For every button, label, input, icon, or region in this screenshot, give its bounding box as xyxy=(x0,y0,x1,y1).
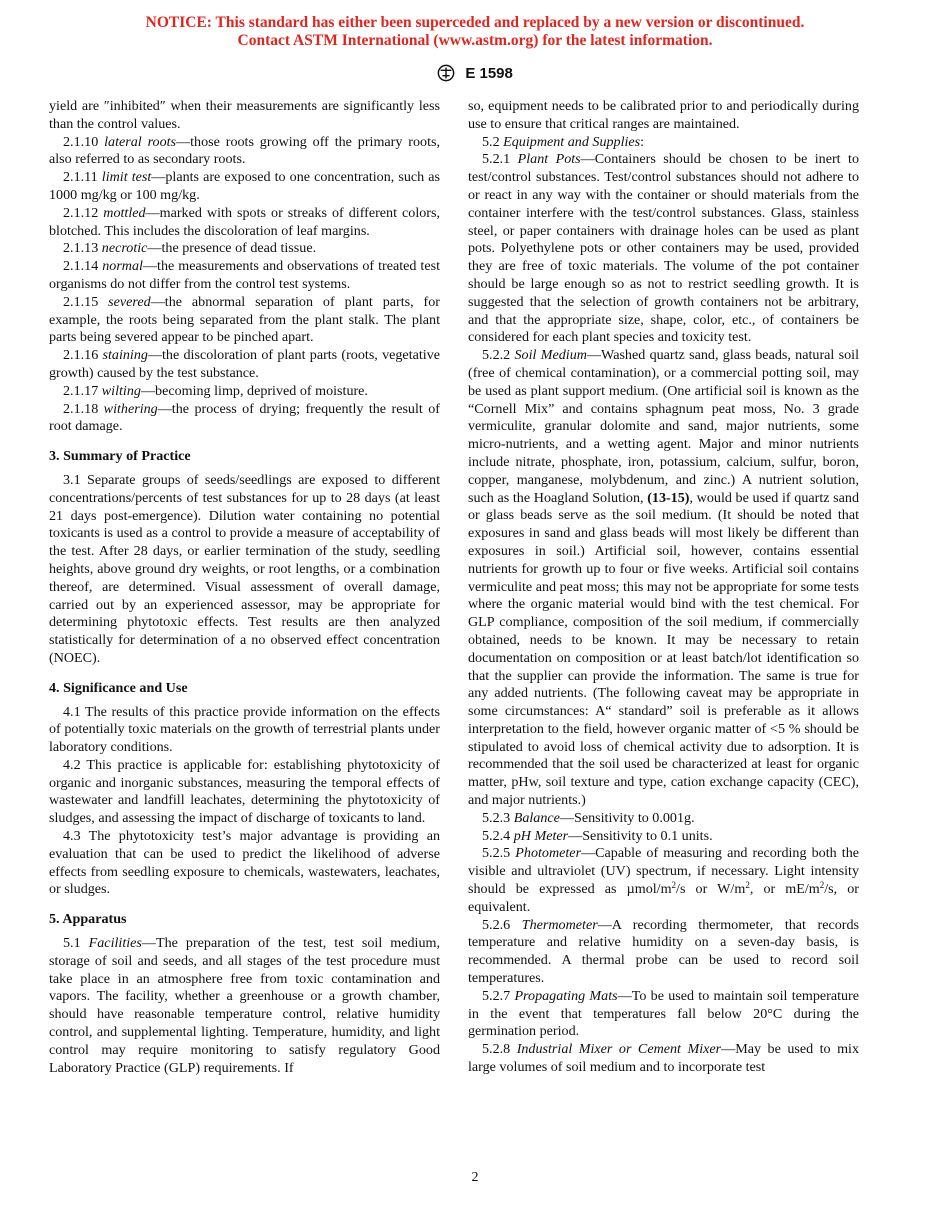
definition-2-1-12: 2.1.12 mottled—marked with spots or streaks of different colors, blotched. This includes the discoloration of leaf margins. xyxy=(49,204,440,239)
paragraph-4-2: 4.2 This practice is applicable for: establishing phytotoxicity of organic and inorganic substances, measuring the temporal effects of wastewater and landfill leachates, determining the phytotoxicity of sludges, and assessing the impact of discharge of toxicants to land. xyxy=(49,756,440,827)
paragraph-5-2-4: 5.2.4 pH Meter—Sensitivity to 0.1 units. xyxy=(482,827,713,844)
astm-logo-icon xyxy=(437,64,455,82)
definition-2-1-14: 2.1.14 normal—the measurements and observations of treated test organisms do not differ from the control test systems. xyxy=(49,258,440,292)
paragraph-5-2-3: 5.2.3 Balance—Sensitivity to 0.001g. xyxy=(482,809,695,826)
section-heading: 5. Apparatus xyxy=(49,911,127,928)
designation-number: E 1598 xyxy=(465,65,513,82)
notice-line-2: Contact ASTM International (www.astm.org) for the latest information. xyxy=(237,32,713,49)
definition-2-1-15: 2.1.15 severed—the abnormal separation of plant parts, for example, the roots being separated from the plant stalk. The plant parts being severed appear to be pinched apart. xyxy=(49,293,440,346)
reference-citation: (13-15) xyxy=(647,489,690,506)
paragraph-5-2-5: 5.2.5 Photometer—Capable of measuring and recording both the visible and ultraviolet (UV) spectrum, if necessary. Light intensity should be expressed as µmol/$m^2/s$ or $W/m^2$, or $mE/m^2/s$, or equivalent. xyxy=(468,845,860,915)
left-column xyxy=(49,98,440,1077)
paragraph-4-3: 4.3 The phytotoxicity test’s major advantage is providing an evaluation that can be used to predict the likelihood of adverse effects from seedling exposure to chemicals, wastewaters, leachates, or sludges. xyxy=(49,828,440,898)
notice-line-1: NOTICE: This standard has either been superceded and replaced by a new version or discontinued. xyxy=(145,14,805,31)
section-heading: 4. Significance and Use xyxy=(49,679,188,696)
paragraph: so, equipment needs to be calibrated prior to and periodically during use to ensure that critical ranges are maintained. xyxy=(468,98,859,132)
section-heading: 3. Summary of Practice xyxy=(49,448,191,465)
paragraph-5-2-1: 5.2.1 Plant Pots—Containers should be chosen to be inert to test/control substances. Test/control substances should not adhere to or react in any way with the container or should materials from the container interfere with the test/control substances. Glass, stainless steel, or paper containers with drainage holes can be used as plant pots. Polyethylene pots or other containers may be used, provided they are free of toxic materials. The volume of the pot container should be large enough so as not to restrict seedling growth. It is suggested that the selection of growth containers not be arbitrary, and that the appropriate size, shape, color, etc., of containers be considered for each plant species and toxicity test. xyxy=(468,151,859,346)
definition-2-1-11: 2.1.11 limit test—plants are exposed to one concentration, such as 1000 mg/kg or 100 mg/kg. xyxy=(49,169,441,203)
definition-2-1-18: 2.1.18 withering—the process of drying; frequently the result of root damage. xyxy=(49,400,440,435)
standard-designation xyxy=(0,64,950,84)
paragraph-5-2-8: 5.2.8 Industrial Mixer or Cement Mixer—May be used to mix large volumes of soil medium and to incorporate test xyxy=(468,1041,860,1076)
paragraph-5-2: 5.2 Equipment and Supplies: xyxy=(482,133,645,150)
paragraph-5-1: 5.1 Facilities—The preparation of the test, test soil medium, storage of soil and seeds, and all stages of the test procedure must take place in an atmosphere free from toxic contamination and vapors. The facility, whether a greenhouse or a growth chamber, should have reasonable temperature control, relative humidity control, and supplemental lighting. Temperature, humidity, and light control may require monitoring to satisfy regulatory Good Laboratory Practice (GLP) requirements. If xyxy=(49,935,440,1076)
definition-2-1-17: 2.1.17 wilting—becoming limp, deprived of moisture. xyxy=(63,382,368,399)
supersession-notice xyxy=(0,14,950,50)
definition-2-1-13: 2.1.13 necrotic—the presence of dead tissue. xyxy=(63,240,317,257)
paragraph-5-2-6: 5.2.6 Thermometer—A recording thermometer, that records temperature and relative humidity on a seven-day basis, is recommended. A thermal probe can be used to record soil temperatures. xyxy=(468,916,859,987)
paragraph-5-2-7: 5.2.7 Propagating Mats—To be used to maintain soil temperature in the event that temperatures fall below 20°C during the germination period. xyxy=(468,987,859,1040)
right-column xyxy=(468,98,859,1077)
definition-2-1-10: 2.1.10 lateral roots—those roots growing off the primary roots, also referred to as secondary roots. xyxy=(49,133,440,168)
paragraph-3-1: 3.1 Separate groups of seeds/seedlings are exposed to different concentrations/percents of test substances for up to 28 days (at least 21 days post-emergence). Dilution water containing no potential toxicants is used as a control to provide a measure of acceptability of the test. After 28 days, or earlier termination of the study, seedling heights, above ground dry weights, or root lengths, or a combination thereof, are determined. Visual assessment of overall damage, carried out by an experienced assessor, may be appropriate for determining phytotoxic effects. Test results are then analyzed statistically for determination of a no observed effect concentration (NOEC). xyxy=(49,471,440,666)
paragraph: yield are ″inhibited″ when their measurements are significantly less than the control values. xyxy=(49,98,440,132)
definition-2-1-16: 2.1.16 staining—the discoloration of plant parts (roots, vegetative growth) caused by the test substance. xyxy=(49,347,440,381)
page-number: 2 xyxy=(471,1170,479,1185)
paragraph-4-1: 4.1 The results of this practice provide information on the effects of potentially toxic materials on the growth of terrestrial plants under laboratory conditions. xyxy=(49,703,440,756)
paragraph-5-2-2: 5.2.2 Soil Medium—Washed quartz sand, glass beads, natural soil (free of chemical contamination), or a commercial potting soil, may be used as plant support medium. (One artificial soil is known as the “Cornell Mix” and contains sphagnum peat moss, No. 3 grade vermiculite, granular dolomite and sand, major nutrients, some micro-nutrients, and a wetting agent. Major and minor nutrients include nitrate, phosphate, iron, potassium, calcium, sulfur, boron, copper, manganese, molybdenum, and zinc.) A nutrient solution, such as the Hoagland Solution, (13-15), would be used if quartz sand or glass beads serve as the soil medium. (It should be noted that exposures in sand and glass beads will most likely be different than exposures in soil.) Artificial soil, however, contains essential nutrients for growth up to four or five weeks. Artificial soil contains vermiculite and peat moss; this may not be appropriate for some tests where the organic material would bind with the test chemical. For GLP compliance, composition of the soil medium, if commercially obtained, needs to be known. It may be necessary to retain documentation on composition or at least batch/lot identification so that the supplier can provide the information. The same is true for any added nutrients. (The following caveat may be appropriate in some circumstances: A“ standard” soil is preferable as it allows interpretation to the field, however organic matter of <5 % should be stipulated to avoid loss of chemical activity due to adsorption. It is recommended that the soil used be characterized at least for organic matter, pHw, soil texture and type, cation exchange capacity (CEC), and major nutrients.) xyxy=(468,347,860,809)
